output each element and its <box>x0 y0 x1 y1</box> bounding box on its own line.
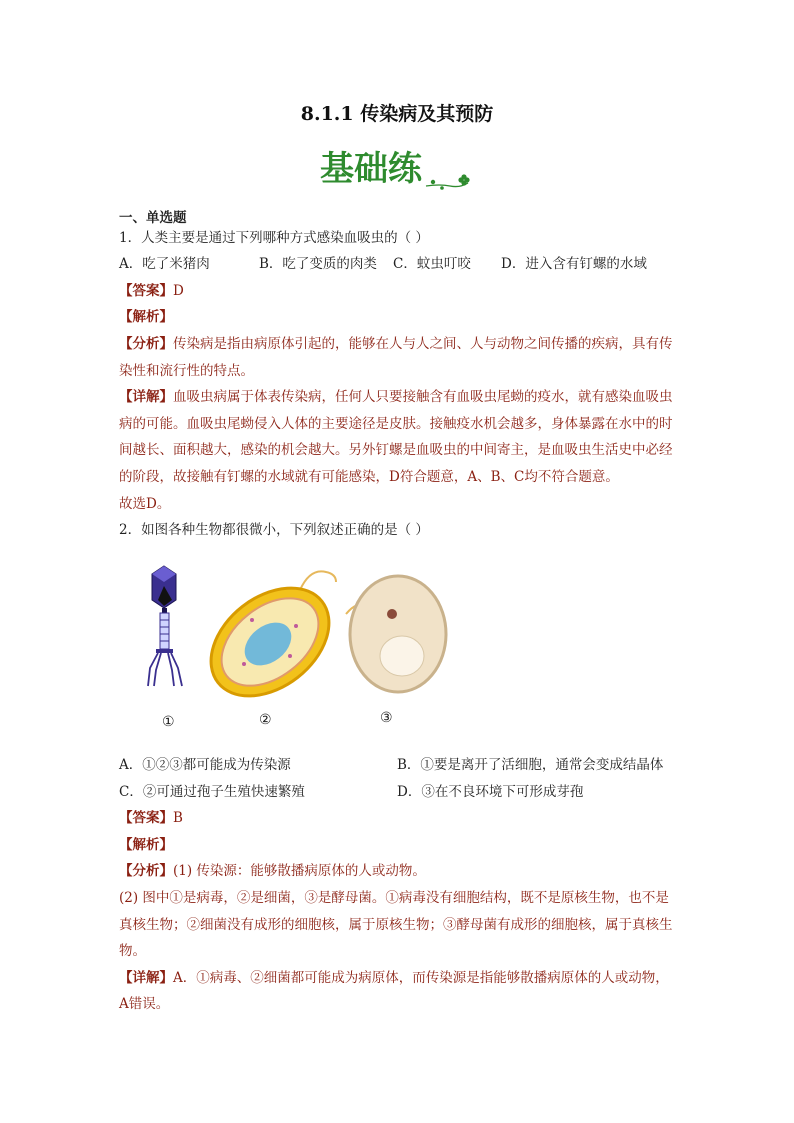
q2-fenxi-2: (2) 图中①是病毒，②是细菌，③是酵母菌。①病毒没有细胞结构，既不是原核生物，也不是真核生物；②细菌没有成形的细胞核，属于原核生物；③酵母菌有成形的细胞核，属于真核生物。 <box>119 889 673 960</box>
question-2-block <box>119 752 677 1018</box>
q2-options-row-2 <box>119 779 677 806</box>
q2-options-row-1 <box>119 752 677 779</box>
banner-text: 基础练 <box>320 149 422 189</box>
figure-label-3: ③ <box>380 710 393 726</box>
q1-options <box>119 251 677 278</box>
q2-option-c: C．②可通过孢子生殖快速繁殖 <box>119 783 305 800</box>
q2-fenxi-1: 【分析】(1) 传染源：能够散播病原体的人或动物。 <box>119 863 426 880</box>
question-1-block <box>119 205 677 544</box>
clover-icon <box>458 174 469 185</box>
q2-stem: 2．如图各种生物都很微小，下列叙述正确的是（ ） <box>119 522 429 539</box>
q2-option-b: B．①要是离开了活细胞，通常会变成结晶体 <box>397 757 664 773</box>
q1-option-a: A．吃了米猪肉 <box>119 256 210 273</box>
q1-option-c: C．蚊虫叮咬 <box>393 256 471 273</box>
page-title: 8.1.1 传染病及其预防 <box>300 103 494 125</box>
q1-analysis-heading: 【解析】 <box>119 309 173 326</box>
q1-conclusion: 故选D。 <box>119 495 171 512</box>
yeast-illustration <box>350 576 446 692</box>
q1-stem: 1．人类主要是通过下列哪种方式感染血吸虫的（ ） <box>119 229 429 246</box>
section-heading: 一、单选题 <box>119 210 187 226</box>
q1-option-b: B．吃了变质的肉类 <box>259 256 377 273</box>
figure-label-2: ② <box>259 712 272 728</box>
q1-xiangjie: 【详解】血吸虫病属于体表传染病，任何人只要接触含有血吸虫尾蚴的疫水，就有感染血吸虫病的可能。血吸虫尾蚴侵入人体的主要途径是皮肤。接触疫水机会越多，身体暴露在水中的时间越长、面积越大，感染的机会越大。另外钉螺是血吸虫的中间寄主，是血吸虫生活史中必经的阶段，故接触有钉螺的水域就有可能感染，D符合题意，A、B、C均不符合题意。 <box>119 389 673 485</box>
q2-answer: 【答案】B <box>119 810 183 827</box>
q1-option-d: D．进入含有钉螺的水域 <box>501 256 647 273</box>
q2-analysis-heading: 【解析】 <box>119 836 173 853</box>
figure-label-1: ① <box>162 714 175 730</box>
q2-figure <box>140 560 460 740</box>
q1-fenxi: 【分析】传染病是指由病原体引起的，能够在人与人之间、人与动物之间传播的疾病，具有传染性和流行性的特点。 <box>119 335 673 379</box>
bacterium-illustration <box>190 566 364 718</box>
q2-xiangjie: 【详解】A．①病毒、②细菌都可能成为病原体，而传染源是指能够散播病原体的人或动物，A错误。 <box>119 969 669 1013</box>
q2-option-d: D．③在不良环境下可形成芽孢 <box>397 783 584 800</box>
banner-jichulian <box>318 146 474 194</box>
q1-answer: 【答案】D <box>119 282 184 299</box>
q2-option-a: A．①②③都可能成为传染源 <box>119 757 291 773</box>
virus-illustration <box>148 566 182 686</box>
